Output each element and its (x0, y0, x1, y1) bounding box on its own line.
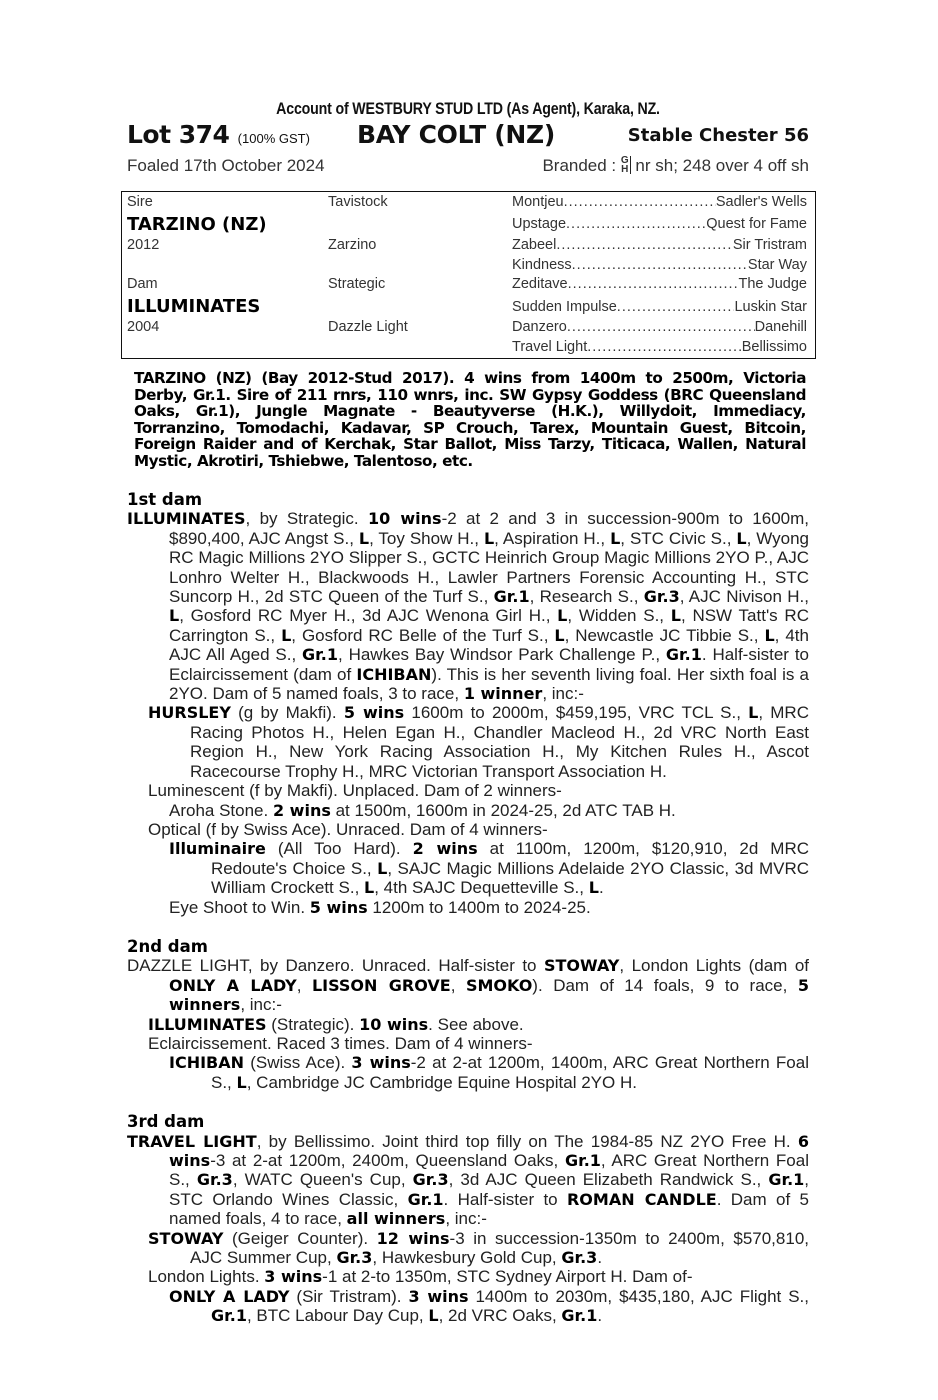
lot-number (127, 120, 310, 149)
leader-dots (587, 339, 742, 355)
family-entry: ILLUMINATES, by Strategic. 10 wins-2 at 2 and 3 in succession-900m to 1600m, $890,400, AJC Angst S., L, Toy Show H., L, Aspiration H., L, STC Civic S., L, Wyong RC Magic Millions 2YO Slipper S., GCTC Heinrich Group Magic Millions 2YO P., AJC Lonhro Welter H., Blackwoods H., Lawler Partners Forensic Accounting H., STC Suncorp H., 2d STC Queen of the Turf S., Gr.1, Research S., Gr.3, AJC Nivison H., L, Gosford RC Myer H., 3d AJC Wenona Girl H., L, Widden S., L, NSW Tatt's RC Carrington S., L, Gosford RC Belle of the Turf S., L, Newcastle JC Tibbie S., L, 4th AJC All Aged S., Gr.1, Hawkes Bay Windsor Park Challenge P., Gr.1. Half-sister to Eclaircissement (dam of ICHIBAN). This is her seventh living foal. Her sixth foal is a 2YO. Dam of 5 named foals, 3 to race, 1 winner, inc:- (127, 509, 809, 704)
family-entry: ONLY A LADY (Sir Tristram). 3 wins 1400m to 2030m, $435,180, AJC Flight S., Gr.1, BTC Labour Day Cup, L, 2d VRC Oaks, Gr.1. (169, 1286, 809, 1326)
family-entry: Eye Shoot to Win. 5 wins 1200m to 1400m to 2024-25. (169, 897, 591, 917)
leader-dots (572, 257, 748, 273)
sire-label: Sire (127, 194, 153, 210)
family-section (127, 490, 809, 1326)
ancestor-row (512, 257, 807, 273)
brand-mark-icon (621, 156, 631, 174)
family-entry: Illuminaire (All Too Hard). 2 wins at 1100m, 1200m, $120,910, 2d MRC Redoute's Choice S., L, SAJC Magic Millions Adelaide 2YO Classic, 3d MVRC William Crockett S., L, 4th SAJC Dequetteville S., L. (169, 839, 810, 898)
third-dam-heading: 3rd dam (127, 1112, 205, 1132)
family-entry: ILLUMINATES (Strategic). 10 wins. See above. (148, 1014, 524, 1034)
ancestor-left: Upstage (512, 216, 567, 232)
family-entry: HURSLEY (g by Makfi). 5 wins 1600m to 2000m, $459,195, VRC TCL S., L, MRC Racing Photos H., Helen Egan H., Chandler Macleod H., 2d VRC North East Region H., New York Racing Association H., My Kitchen Rules H., Ascot Racecourse Trophy H., MRC Victorian Transport Association H. (148, 703, 809, 781)
dam-year: 2004 (127, 319, 160, 335)
vendor-account: Account of WESTBURY STUD LTD (As Agent), Karaka, NZ. (276, 100, 660, 118)
first-dam-entries (127, 509, 809, 917)
ancestor-right: Danehill (754, 319, 807, 335)
ancestor-right: The Judge (738, 276, 807, 292)
brand-bottom: H (621, 164, 629, 175)
family-entry: TRAVEL LIGHT, by Bellissimo. Joint third top filly on The 1984-85 NZ 2YO Free H. 6 wins-3 at 2-at 1200m, 2400m, Queensland Oaks, Gr.1, ARC Great Northern Foal S., Gr.3, WATC Queen's Cup, Gr.3, 3d AJC Queen Elizabeth Randwick S., Gr.1, STC Orlando Wines Classic, Gr.1. Half-sister to ROMAN CANDLE. Dam of 5 named foals, 4 to race, all winners, inc:- (127, 1131, 810, 1229)
ancestor-right: Bellissimo (741, 339, 807, 355)
family-entry: ICHIBAN (Swiss Ace). 3 wins-2 at 2-at 1200m, 1400m, ARC Great Northern Foal S., L, Cambridge JC Cambridge Equine Hospital 2YO H. (169, 1053, 809, 1092)
ancestor-row (512, 194, 807, 210)
ancestor-row (512, 216, 807, 232)
ancestor-left: Kindness (512, 257, 572, 273)
ancestor-right: Luskin Star (734, 299, 807, 315)
branded-label: Branded : (542, 156, 617, 175)
leader-dots (568, 276, 739, 292)
ancestor-left: Sudden Impulse (512, 299, 617, 315)
ancestor-right: Sir Tristram (732, 237, 807, 253)
dam-label: Dam (127, 276, 158, 292)
foaled-date: Foaled 17th October 2024 (127, 156, 325, 175)
ancestor-left: Zeditave (512, 276, 568, 292)
family-entry: Luminescent (f by Makfi). Unplaced. Dam of 2 winners- (148, 781, 562, 801)
ancestor-row (512, 319, 807, 335)
ancestor-right: Star Way (747, 257, 807, 273)
sire-summary: TARZINO (NZ) (Bay 2012-Stud 2017). 4 wins from 1400m to 2500m, Victoria Derby, Gr.1. Sire of 211 rnrs, 110 wnrs, inc. SW Gypsy Goddess (BRC Queensland Oaks, Gr.1), Jungle Magnate - Beautyverse (H.K.), Willydoit, Immediacy, Torranzino, Tomodachi, Kadavar, SP Crouch, Tarex, Mountain Guest, Bitcoin, Foreign Raider and of Kerchak, Star Ballot, Miss Tarzy, Titicaca, Wallen, Natural Mystic, Akrotiri, Tshiebwe, Talentoso, etc. (134, 369, 806, 470)
leader-dots (566, 216, 706, 232)
pedigree-table (121, 191, 816, 359)
dam-sire: Strategic (328, 276, 386, 292)
family-entry: Optical (f by Swiss Ace). Unraced. Dam of 4 winners- (148, 819, 548, 839)
dam-name: ILLUMINATES (127, 296, 261, 317)
lot-row (127, 120, 809, 150)
ancestor-right: Sadler's Wells (715, 194, 807, 210)
gst-note: (100% GST) (237, 131, 310, 146)
ancestor-row (512, 339, 807, 355)
dam-dam: Dazzle Light (328, 319, 408, 335)
brand-description: nr sh; 248 over 4 off sh (635, 156, 809, 175)
stable-location: Stable Chester 56 (627, 125, 809, 146)
sire-dam: Zarzino (328, 237, 377, 253)
ancestor-row (512, 276, 807, 292)
second-dam-entries (127, 956, 809, 1092)
family-entry: DAZZLE LIGHT, by Danzero. Unraced. Half-sister to STOWAY, London Lights (dam of ONLY A LADY, LISSON GROVE, SMOKO). Dam of 14 foals, 9 to race, 5 winners, inc:- (127, 956, 810, 1015)
catalogue-header (127, 98, 809, 178)
leader-dots (567, 319, 755, 335)
family-entry: STOWAY (Geiger Counter). 12 wins-3 in succession-1350m to 2400m, $570,810, AJC Summer Cup, Gr.3, Hawkesbury Gold Cup, Gr.3. (148, 1228, 809, 1268)
family-entry: Eclaircissement. Raced 3 times. Dam of 4 winners- (148, 1033, 533, 1053)
family-entry: London Lights. 3 wins-1 at 2-to 1350m, STC Sydney Airport H. Dam of- (148, 1267, 693, 1287)
ancestor-left: Travel Light (512, 339, 588, 355)
ancestor-row (512, 299, 807, 315)
sire-sire: Tavistock (328, 194, 388, 210)
brand-top: G (620, 155, 629, 166)
ancestor-left: Zabeel (512, 237, 557, 253)
ancestor-row (512, 237, 807, 253)
ancestor-right: Quest for Fame (706, 216, 807, 232)
ancestor-left: Montjeu (512, 194, 564, 210)
second-dam-heading: 2nd dam (127, 936, 208, 956)
horse-title: BAY COLT (NZ) (357, 120, 555, 149)
sire-year: 2012 (127, 237, 160, 253)
lot-label: Lot 374 (127, 120, 230, 149)
sire-name: TARZINO (NZ) (127, 214, 267, 235)
foal-row (127, 150, 809, 178)
brand-info (542, 156, 809, 176)
leader-dots (564, 194, 716, 210)
first-dam-heading: 1st dam (127, 490, 203, 509)
leader-dots (556, 237, 733, 253)
ancestor-left: Danzero (512, 319, 567, 335)
family-entry: Aroha Stone. 2 wins at 1500m, 1600m in 2024-25, 2d ATC TAB H. (169, 800, 676, 820)
third-dam-entries (127, 1132, 809, 1326)
leader-dots (617, 299, 735, 315)
